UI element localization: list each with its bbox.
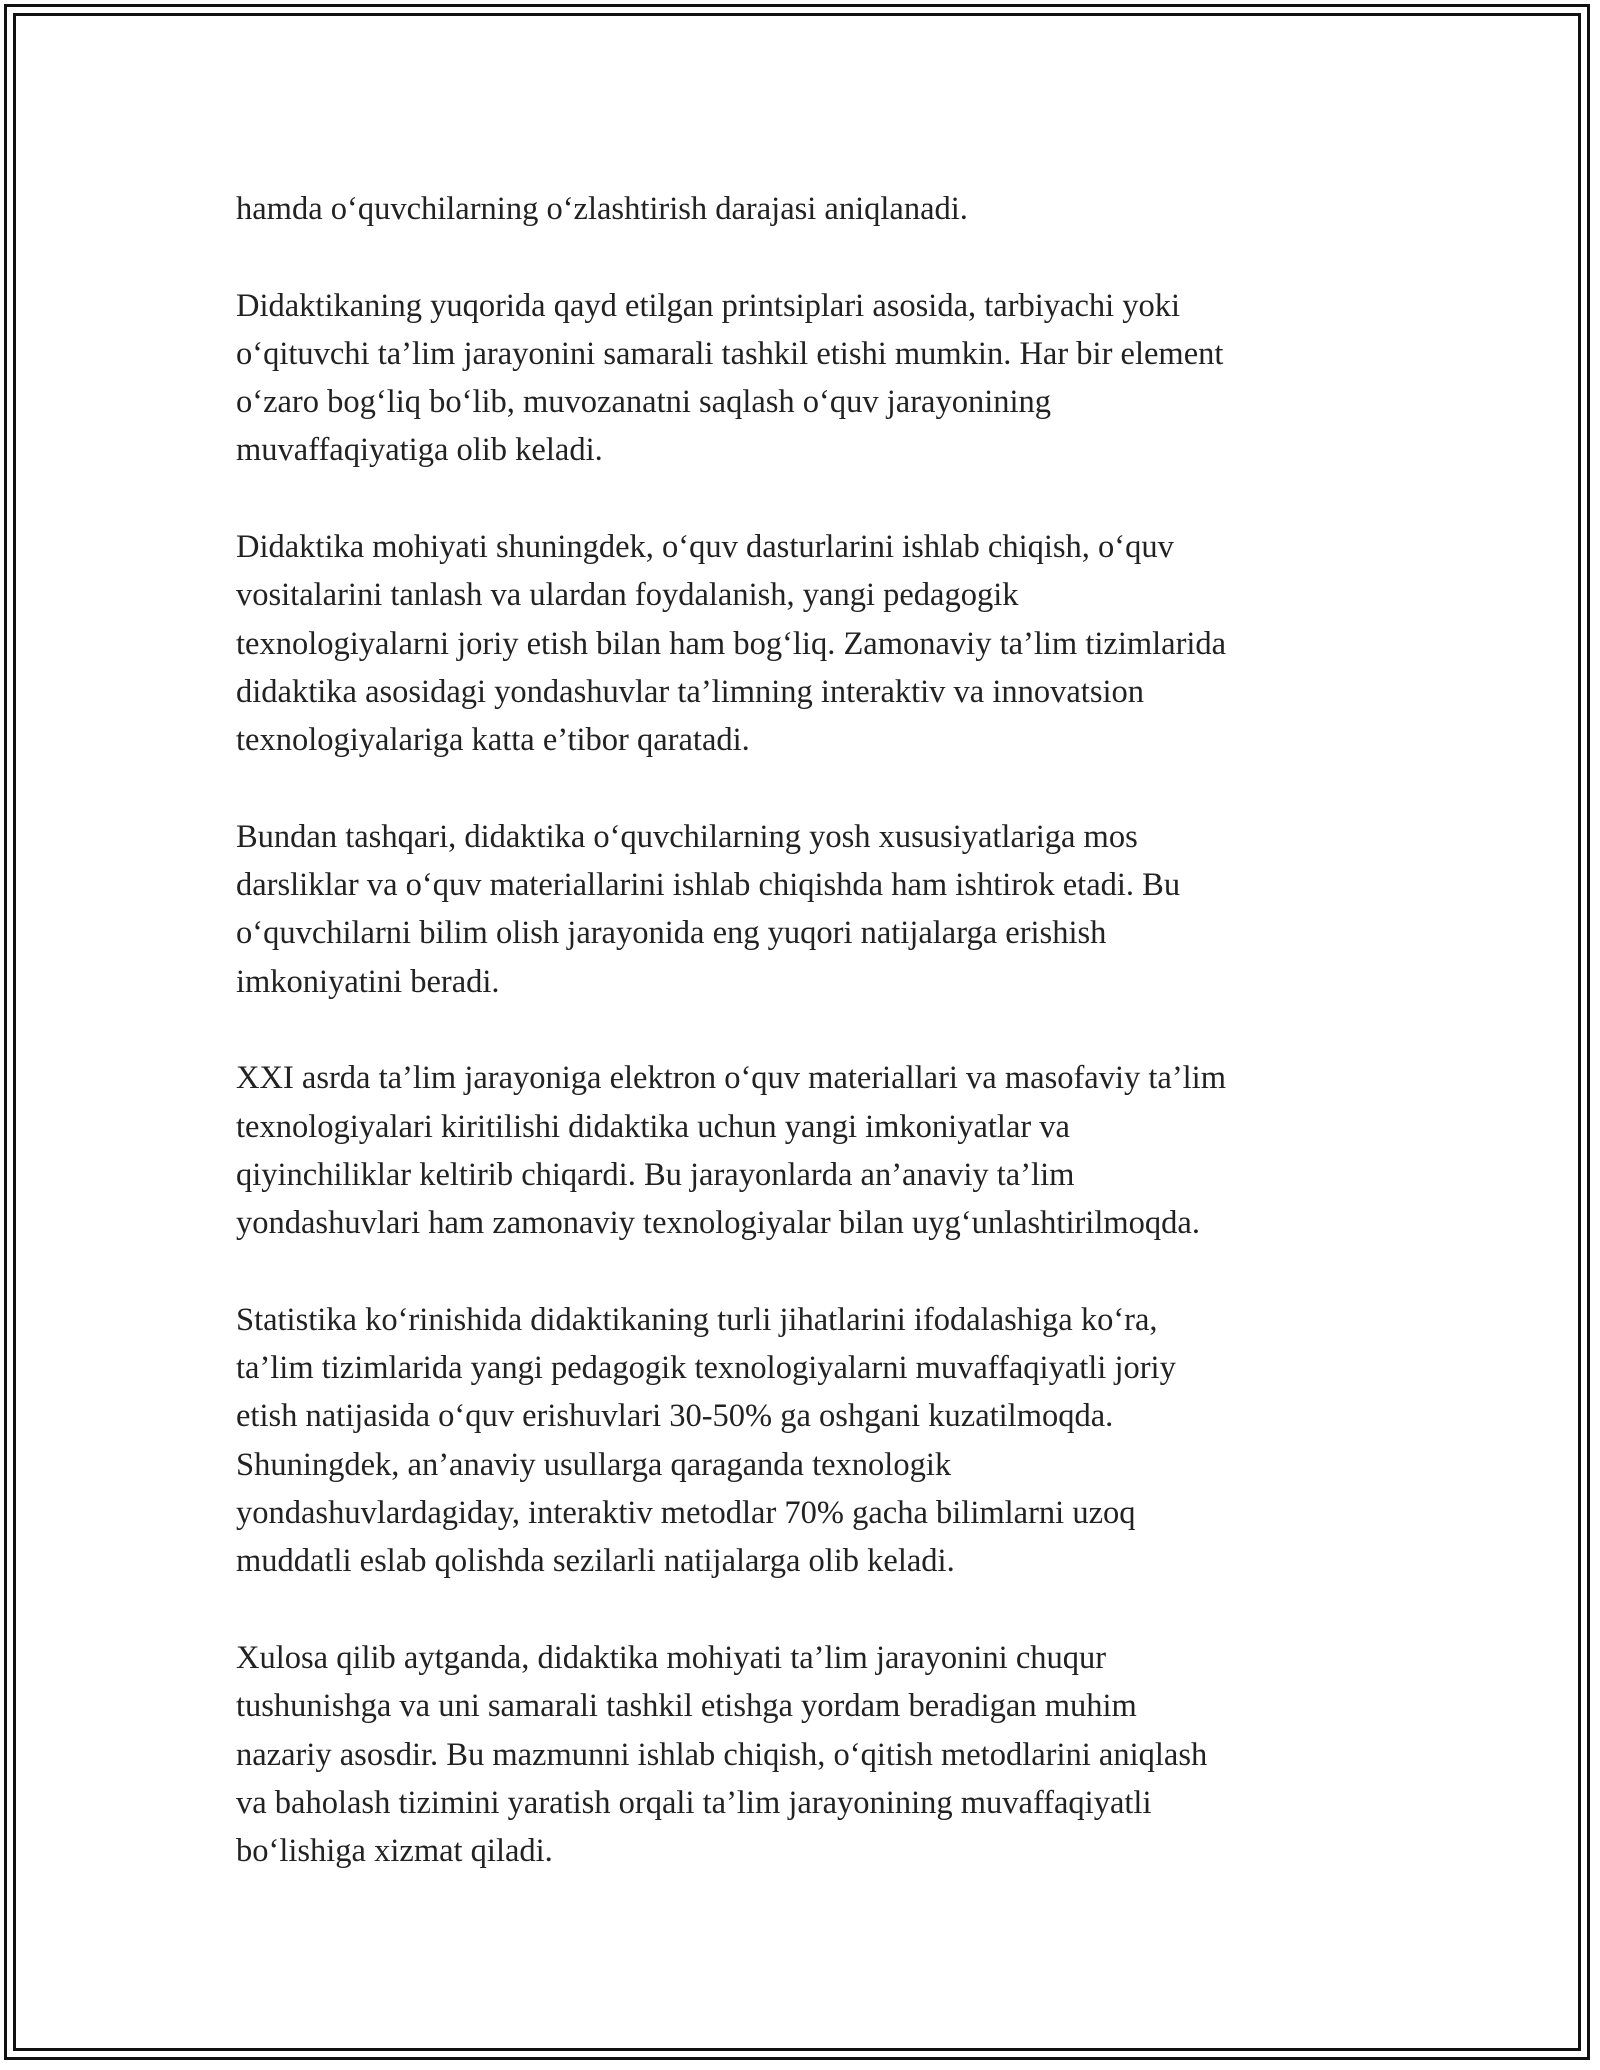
text-line: Shuningdek, an’anaviy usullarga qaraganda texnologik <box>236 1446 952 1483</box>
text-line: yondashuvlardagiday, interaktiv metodlar 70% gacha bilimlarni uzoq <box>236 1495 1136 1532</box>
text-line: o‘qituvchi ta’lim jarayonini samarali tashkil etishi mumkin. Har bir element <box>236 335 1224 372</box>
text-line: Didaktikaning yuqorida qayd etilgan printsiplari asosida, tarbiyachi yoki <box>236 287 1181 324</box>
text-line: hamda o‘quvchilarning o‘zlashtirish darajasi aniqlanadi. <box>236 191 968 227</box>
text-line: imkoniyatini beradi. <box>236 963 500 1000</box>
paragraph-7 <box>236 1634 1366 1875</box>
paragraph-3 <box>236 523 1366 764</box>
text-line: XXI asrda ta’lim jarayoniga elektron o‘quv materiallari va masofaviy ta’lim <box>236 1060 1226 1097</box>
paragraph-4 <box>236 813 1366 1006</box>
document-body <box>236 185 1366 1924</box>
text-line: qiyinchiliklar keltirib chiqardi. Bu jarayonlarda an’anaviy ta’lim <box>236 1156 1075 1193</box>
text-line: ta’lim tizimlarida yangi pedagogik texnologiyalarni muvaffaqiyatli joriy <box>236 1350 1176 1387</box>
text-line: bo‘lishiga xizmat qiladi. <box>236 1833 553 1870</box>
paragraph-6 <box>236 1296 1366 1586</box>
text-line: vositalarini tanlash va ulardan foydalanish, yangi pedagogik <box>236 577 1019 614</box>
text-line: o‘zaro bog‘liq bo‘lib, muvozanatni saqlash o‘quv jarayonining <box>236 384 1052 421</box>
text-line: darsliklar va o‘quv materiallarini ishlab chiqishda ham ishtirok etadi. Bu <box>236 867 1181 904</box>
paragraph-5 <box>236 1054 1366 1247</box>
text-line: o‘quvchilarni bilim olish jarayonida eng yuqori natijalarga erishish <box>236 915 1107 952</box>
text-line: texnologiyalariga katta e’tibor qaratadi. <box>236 722 750 759</box>
text-line: yondashuvlari ham zamonaviy texnologiyalar bilan uyg‘unlashtirilmoqda. <box>236 1205 1200 1242</box>
text-line: texnologiyalarni joriy etish bilan ham bog‘liq. Zamonaviy ta’lim tizimlarida <box>236 625 1227 662</box>
text-line: va baholash tizimini yaratish orqali ta’lim jarayonining muvaffaqiyatli <box>236 1784 1152 1821</box>
text-line: Statistika ko‘rinishida didaktikaning turli jihatlarini ifodalashiga ko‘ra, <box>236 1301 1158 1338</box>
text-line: tushunishga va uni samarali tashkil etishga yordam beradigan muhim <box>236 1688 1137 1725</box>
text-line: nazariy asosdir. Bu mazmunni ishlab chiqish, o‘qitish metodlarini aniqlash <box>236 1736 1208 1773</box>
text-line: muvaffaqiyatiga olib keladi. <box>236 432 603 469</box>
text-line: texnologiyalari kiritilishi didaktika uchun yangi imkoniyatlar va <box>236 1108 1070 1145</box>
text-line: etish natijasida o‘quv erishuvlari 30-50% ga oshgani kuzatilmoqda. <box>236 1398 1114 1435</box>
text-line: Bundan tashqari, didaktika o‘quvchilarning yosh xususiyatlariga mos <box>236 818 1138 855</box>
text-line: didaktika asosidagi yondashuvlar ta’limning interaktiv va innovatsion <box>236 673 1145 710</box>
paragraph-1 <box>236 185 1366 233</box>
text-line: muddatli eslab qolishda sezilarli natijalarga olib keladi. <box>236 1543 955 1580</box>
text-line: Didaktika mohiyati shuningdek, o‘quv dasturlarini ishlab chiqish, o‘quv <box>236 529 1174 566</box>
text-line: Xulosa qilib aytganda, didaktika mohiyati ta’lim jarayonini chuqur <box>236 1639 1107 1676</box>
paragraph-2 <box>236 282 1366 475</box>
